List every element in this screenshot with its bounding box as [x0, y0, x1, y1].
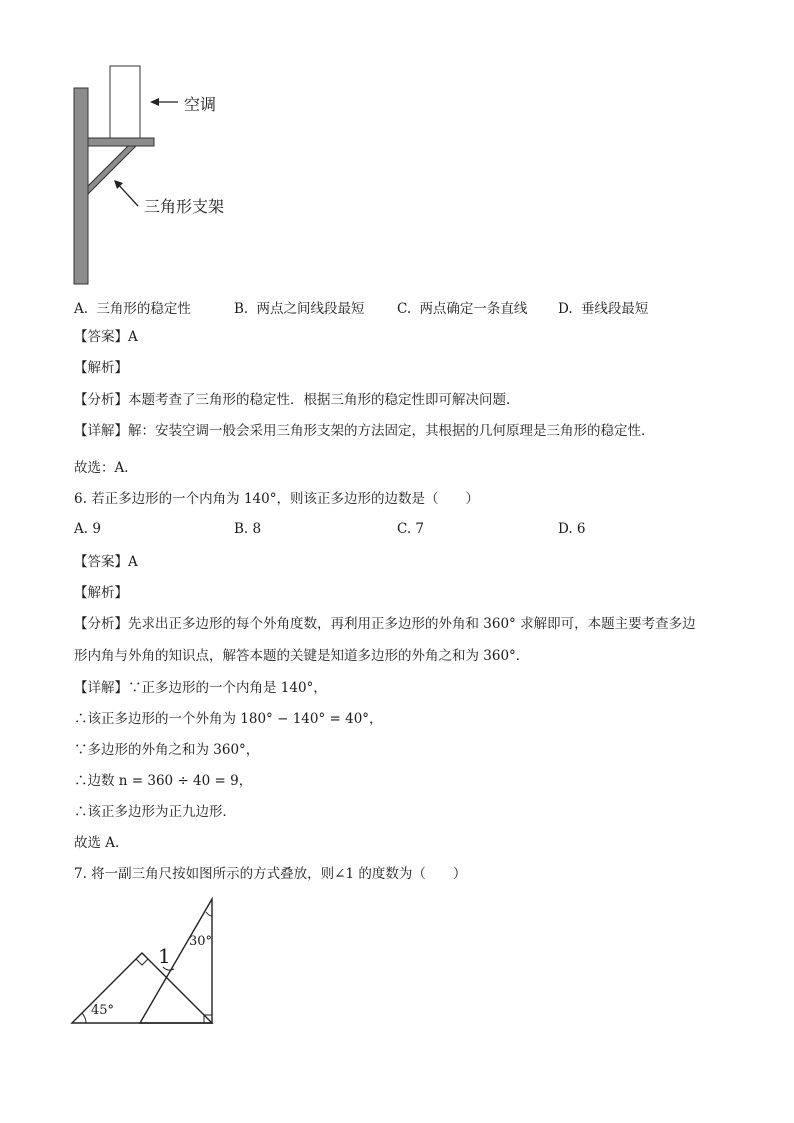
option-letter: C. — [397, 301, 412, 317]
ac-bracket-figure — [70, 62, 270, 288]
q5-option-b — [234, 297, 365, 317]
q5-fenxi: 【分析】本题考查了三角形的稳定性．根据三角形的稳定性即可解决问题． — [74, 392, 520, 408]
q6-option-a: A. 9 — [74, 521, 101, 537]
option-letter: D. — [558, 301, 573, 317]
q5-analysis-heading: 【解析】 — [74, 360, 128, 376]
q5-xiangjie: 【详解】解：安装空调一般会采用三角形支架的方法固定，其根据的几何原理是三角形的稳定性． — [74, 423, 655, 439]
angle-45-label: 45° — [91, 1003, 115, 1018]
q7-stem: 7. 将一副三角尺按如图所示的方式叠放，则∠1 的度数为（ ） — [74, 866, 467, 882]
set-squares-figure — [68, 894, 220, 1030]
q6-fenxi-line1: 【分析】先求出正多边形的每个外角度数，再利用正多边形的外角和 360° 求解即可，本题主要考查多边 — [74, 616, 696, 632]
angle-45-arc — [82, 1013, 86, 1023]
q5-option-d — [558, 297, 648, 317]
option-text: 两点确定一条直线 — [419, 301, 528, 317]
q5-option-c — [397, 297, 527, 317]
q6-analysis-heading: 【解析】 — [74, 585, 128, 601]
q5-choose: 故选：A． — [74, 460, 138, 476]
option-letter: B. — [234, 301, 249, 317]
ac-bracket-drawing — [70, 62, 270, 288]
q6-answer: 【答案】A — [74, 554, 138, 570]
q6-option-b: B. 8 — [234, 521, 262, 537]
ac-label: 空调 — [184, 95, 217, 114]
q6-option-c: C. 7 — [397, 521, 425, 537]
q6-fenxi-line2: 形内角与外角的知识点，解答本题的关键是知道多边形的外角之和为 360°． — [74, 648, 530, 664]
option-text: 垂线段最短 — [580, 301, 649, 317]
right-angle-mark-top — [136, 959, 148, 965]
angle-1-label: 1 — [158, 944, 171, 968]
q5-answer: 【答案】A — [74, 329, 138, 345]
air-conditioner — [110, 66, 140, 138]
angle-30-label: 30° — [189, 934, 213, 949]
angle-30-arc — [206, 912, 212, 916]
q6-choose: 故选 A. — [74, 835, 120, 851]
option-letter: A. — [74, 301, 89, 317]
option-text: 两点之间线段最短 — [256, 301, 365, 317]
diagonal-brace — [88, 146, 136, 194]
q6-step4: ∴边数 n = 360 ÷ 40 = 9， — [74, 773, 253, 789]
q6-stem: 6. 若正多边形的一个内角为 140°，则该正多边形的边数是（ ） — [74, 491, 479, 507]
option-text: 三角形的稳定性 — [96, 301, 191, 317]
wall — [74, 88, 88, 284]
q5-option-a — [74, 297, 191, 317]
q6-step2: ∴该正多边形的一个外角为 180° − 140° = 40°， — [74, 711, 383, 727]
ac-arrowhead — [150, 98, 159, 106]
q6-step1: 【详解】∵正多边形的一个内角是 140°， — [74, 680, 327, 696]
shelf — [88, 138, 154, 146]
q6-step3: ∵多边形的外角之和为 360°， — [74, 742, 260, 758]
bracket-label: 三角形支架 — [144, 197, 225, 216]
q6-step5: ∴该正多边形为正九边形． — [74, 804, 236, 820]
q6-option-d: D. 6 — [558, 521, 586, 537]
